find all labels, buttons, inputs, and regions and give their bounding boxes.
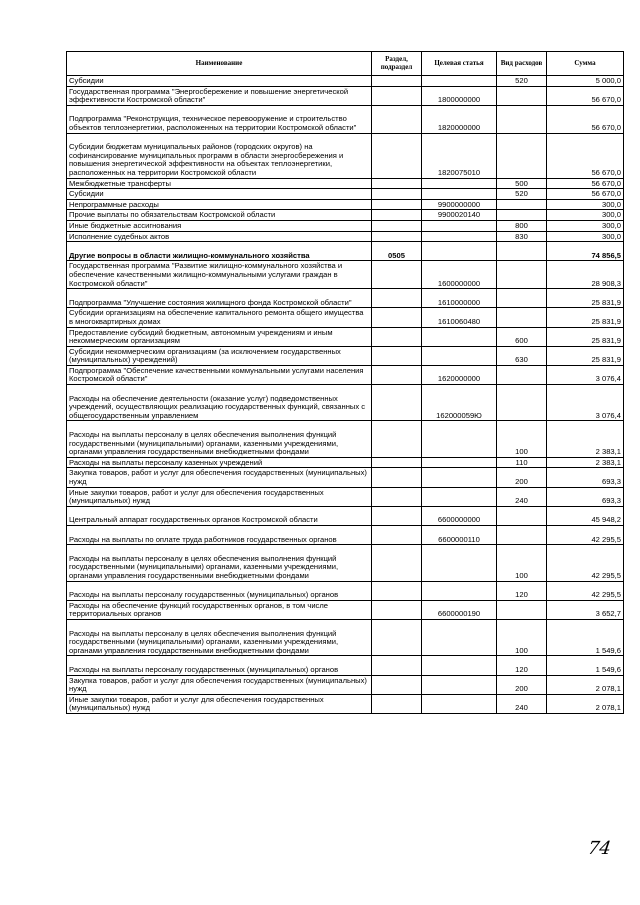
header-sum: Сумма	[547, 52, 624, 76]
cell-sum: 1 549,6	[547, 656, 624, 675]
cell-section	[372, 86, 422, 105]
cell-section	[372, 220, 422, 231]
cell-name: Иные закупки товаров, работ и услуг для обеспечения государственных (муниципальных) нужд	[67, 487, 372, 506]
cell-sum: 1 549,6	[547, 619, 624, 655]
cell-type: 240	[497, 694, 547, 713]
cell-target	[422, 231, 497, 242]
cell-sum: 300,0	[547, 220, 624, 231]
cell-target	[422, 675, 497, 694]
cell-target	[422, 656, 497, 675]
cell-type: 110	[497, 457, 547, 468]
cell-section	[372, 346, 422, 365]
table-row	[67, 365, 624, 384]
cell-sum: 42 295,5	[547, 581, 624, 600]
cell-sum: 25 831,9	[547, 346, 624, 365]
cell-target	[422, 581, 497, 600]
budget-table	[66, 51, 624, 714]
cell-name: Расходы на выплаты персоналу в целях обеспечения выполнения функций государственными (муниципальными) органами, казенными учреждениями, органами управления государственными внебюджетными фондами	[67, 545, 372, 581]
cell-sum: 2 383,1	[547, 457, 624, 468]
cell-type	[497, 506, 547, 525]
cell-sum: 74 856,5	[547, 242, 624, 261]
cell-type	[497, 210, 547, 221]
cell-name: Субсидии организациям на обеспечение капитального ремонта общего имущества в многоквартирных домах	[67, 308, 372, 327]
cell-section	[372, 619, 422, 655]
cell-section	[372, 189, 422, 200]
cell-type	[497, 199, 547, 210]
cell-type: 630	[497, 346, 547, 365]
table-row	[67, 346, 624, 365]
cell-type: 800	[497, 220, 547, 231]
cell-section	[372, 526, 422, 545]
cell-name: Закупка товаров, работ и услуг для обеспечения государственных (муниципальных) нужд	[67, 675, 372, 694]
cell-section: 0505	[372, 242, 422, 261]
cell-type	[497, 105, 547, 133]
cell-type	[497, 385, 547, 421]
cell-name: Расходы на выплаты персоналу государственных (муниципальных) органов	[67, 656, 372, 675]
cell-target	[422, 457, 497, 468]
cell-sum: 56 670,0	[547, 178, 624, 189]
table-row	[67, 487, 624, 506]
table-row	[67, 199, 624, 210]
cell-section	[372, 327, 422, 346]
cell-name: Государственная программа "Энергосбережение и повышение энергетической эффективности Костромской области"	[67, 86, 372, 105]
cell-sum: 56 670,0	[547, 105, 624, 133]
cell-target	[422, 76, 497, 87]
cell-target: 9900000000	[422, 199, 497, 210]
cell-name: Расходы на выплаты персоналу в целях обеспечения выполнения функций государственными (муниципальными) органами, казенными учреждениями, органами управления государственными внебюджетными фондами	[67, 421, 372, 457]
cell-section	[372, 385, 422, 421]
cell-name: Подпрограмма "Обеспечение качественными коммунальными услугами населения Костромской области"	[67, 365, 372, 384]
cell-type: 520	[497, 189, 547, 200]
cell-sum: 25 831,9	[547, 289, 624, 308]
cell-section	[372, 421, 422, 457]
cell-sum: 25 831,9	[547, 308, 624, 327]
cell-name: Субсидии бюджетам муниципальных районов (городских округов) на софинансирование муниципальных программ в области энергосбережения и повышения энергетической эффективности на объектах теплоэнергетики, расположенных на территории Костромской области	[67, 133, 372, 178]
table-row	[67, 133, 624, 178]
cell-section	[372, 289, 422, 308]
table-row	[67, 506, 624, 525]
cell-sum: 300,0	[547, 199, 624, 210]
cell-name: Подпрограмма "Реконструкция, техническое перевооружение и строительство объектов теплоэнергетики, расположенных на территории Костромской области"	[67, 105, 372, 133]
header-section: Раздел, подраздел	[372, 52, 422, 76]
table-row	[67, 308, 624, 327]
cell-name: Иные бюджетные ассигнования	[67, 220, 372, 231]
cell-type	[497, 133, 547, 178]
cell-section	[372, 468, 422, 487]
cell-target	[422, 545, 497, 581]
cell-type	[497, 289, 547, 308]
cell-name: Расходы на обеспечение функций государственных органов, в том числе территориальных органов	[67, 600, 372, 619]
cell-sum: 2 078,1	[547, 675, 624, 694]
cell-type: 120	[497, 656, 547, 675]
table-row	[67, 421, 624, 457]
cell-sum: 56 670,0	[547, 133, 624, 178]
cell-name: Непрограммные расходы	[67, 199, 372, 210]
cell-type: 120	[497, 581, 547, 600]
cell-name: Иные закупки товаров, работ и услуг для обеспечения государственных (муниципальных) нужд	[67, 694, 372, 713]
cell-name: Расходы на выплаты персоналу казенных учреждений	[67, 457, 372, 468]
cell-target	[422, 619, 497, 655]
cell-target: 162000059Ю	[422, 385, 497, 421]
cell-section	[372, 210, 422, 221]
cell-section	[372, 199, 422, 210]
page-number: 74	[586, 838, 613, 859]
cell-target	[422, 487, 497, 506]
cell-target	[422, 421, 497, 457]
cell-target	[422, 242, 497, 261]
table-row	[67, 675, 624, 694]
cell-target: 9900020140	[422, 210, 497, 221]
cell-type	[497, 526, 547, 545]
header-target: Целевая статья	[422, 52, 497, 76]
table-row	[67, 581, 624, 600]
cell-sum: 693,3	[547, 468, 624, 487]
table-row	[67, 694, 624, 713]
table-row	[67, 327, 624, 346]
cell-section	[372, 261, 422, 289]
cell-target: 6600000110	[422, 526, 497, 545]
cell-type: 830	[497, 231, 547, 242]
cell-target	[422, 346, 497, 365]
table-row	[67, 289, 624, 308]
table-row	[67, 220, 624, 231]
cell-target: 1820075010	[422, 133, 497, 178]
cell-type	[497, 86, 547, 105]
cell-section	[372, 365, 422, 384]
table-row	[67, 261, 624, 289]
cell-sum: 3 652,7	[547, 600, 624, 619]
cell-type	[497, 261, 547, 289]
cell-target	[422, 178, 497, 189]
cell-target: 6600000000	[422, 506, 497, 525]
cell-sum: 42 295,5	[547, 545, 624, 581]
cell-target: 1800000000	[422, 86, 497, 105]
cell-name: Другие вопросы в области жилищно-коммунального хозяйства	[67, 242, 372, 261]
cell-sum: 45 948,2	[547, 506, 624, 525]
cell-sum: 3 076,4	[547, 365, 624, 384]
cell-target: 1600000000	[422, 261, 497, 289]
table-row	[67, 210, 624, 221]
cell-section	[372, 178, 422, 189]
table-row	[67, 468, 624, 487]
cell-target: 1610000000	[422, 289, 497, 308]
cell-name: Субсидии	[67, 189, 372, 200]
cell-sum: 300,0	[547, 231, 624, 242]
cell-name: Расходы на выплаты персоналу в целях обеспечения выполнения функций государственными (муниципальными) органами, казенными учреждениями, органами управления государственными внебюджетными фондами	[67, 619, 372, 655]
cell-name: Расходы на выплаты персоналу государственных (муниципальных) органов	[67, 581, 372, 600]
cell-name: Межбюджетные трансферты	[67, 178, 372, 189]
cell-name: Прочие выплаты по обязательствам Костромской области	[67, 210, 372, 221]
table-row	[67, 76, 624, 87]
cell-name: Подпрограмма "Улучшение состояния жилищного фонда Костромской области"	[67, 289, 372, 308]
cell-sum: 3 076,4	[547, 385, 624, 421]
header-name: Наименование	[67, 52, 372, 76]
cell-section	[372, 457, 422, 468]
cell-section	[372, 656, 422, 675]
table-row	[67, 86, 624, 105]
table-row	[67, 545, 624, 581]
cell-target	[422, 220, 497, 231]
cell-section	[372, 105, 422, 133]
cell-name: Центральный аппарат государственных органов Костромской области	[67, 506, 372, 525]
cell-type: 240	[497, 487, 547, 506]
cell-sum: 42 295,5	[547, 526, 624, 545]
cell-section	[372, 581, 422, 600]
cell-name: Субсидии некоммерческим организациям (за исключением государственных (муниципальных) учреждений)	[67, 346, 372, 365]
cell-sum: 56 670,0	[547, 189, 624, 200]
cell-name: Расходы на обеспечение деятельности (оказание услуг) подведомственных учреждений, осуществляющих реализацию государственных функций, связанных с общегосударственным управлением	[67, 385, 372, 421]
cell-sum: 28 908,3	[547, 261, 624, 289]
cell-section	[372, 506, 422, 525]
cell-name: Закупка товаров, работ и услуг для обеспечения государственных (муниципальных) нужд	[67, 468, 372, 487]
cell-target	[422, 694, 497, 713]
cell-name: Предоставление субсидий бюджетным, автономным учреждениям и иным некоммерческим организациям	[67, 327, 372, 346]
cell-target: 1820000000	[422, 105, 497, 133]
cell-name: Расходы на выплаты по оплате труда работников государственных органов	[67, 526, 372, 545]
cell-name: Субсидии	[67, 76, 372, 87]
cell-section	[372, 231, 422, 242]
cell-type: 100	[497, 545, 547, 581]
table-row	[67, 600, 624, 619]
cell-type: 100	[497, 421, 547, 457]
cell-type	[497, 242, 547, 261]
cell-section	[372, 76, 422, 87]
cell-type: 200	[497, 675, 547, 694]
cell-type: 520	[497, 76, 547, 87]
cell-section	[372, 545, 422, 581]
cell-sum: 2 383,1	[547, 421, 624, 457]
cell-section	[372, 600, 422, 619]
table-row	[67, 178, 624, 189]
cell-name: Исполнение судебных актов	[67, 231, 372, 242]
table-row	[67, 189, 624, 200]
cell-section	[372, 675, 422, 694]
cell-target	[422, 189, 497, 200]
table-body	[67, 76, 624, 714]
cell-sum: 5 000,0	[547, 76, 624, 87]
table-row	[67, 242, 624, 261]
table-row	[67, 457, 624, 468]
cell-type: 200	[497, 468, 547, 487]
cell-type	[497, 308, 547, 327]
cell-type: 100	[497, 619, 547, 655]
cell-sum: 25 831,9	[547, 327, 624, 346]
cell-type	[497, 600, 547, 619]
cell-target: 1620000000	[422, 365, 497, 384]
cell-section	[372, 694, 422, 713]
cell-sum: 56 670,0	[547, 86, 624, 105]
cell-section	[372, 487, 422, 506]
cell-target: 1610060480	[422, 308, 497, 327]
cell-section	[372, 133, 422, 178]
table-row	[67, 105, 624, 133]
cell-sum: 300,0	[547, 210, 624, 221]
cell-sum: 693,3	[547, 487, 624, 506]
table-row	[67, 619, 624, 655]
table-row	[67, 656, 624, 675]
cell-type: 500	[497, 178, 547, 189]
table-row	[67, 385, 624, 421]
cell-type	[497, 365, 547, 384]
cell-type: 600	[497, 327, 547, 346]
cell-target	[422, 468, 497, 487]
cell-sum: 2 078,1	[547, 694, 624, 713]
cell-target: 6600000190	[422, 600, 497, 619]
cell-name: Государственная программа "Развитие жилищно-коммунального хозяйства и обеспечение качественными жилищно-коммунальными услугами граждан в Костромской области"	[67, 261, 372, 289]
cell-target	[422, 327, 497, 346]
table-header-row	[67, 52, 624, 76]
table-row	[67, 231, 624, 242]
header-type: Вид расходов	[497, 52, 547, 76]
table-row	[67, 526, 624, 545]
cell-section	[372, 308, 422, 327]
